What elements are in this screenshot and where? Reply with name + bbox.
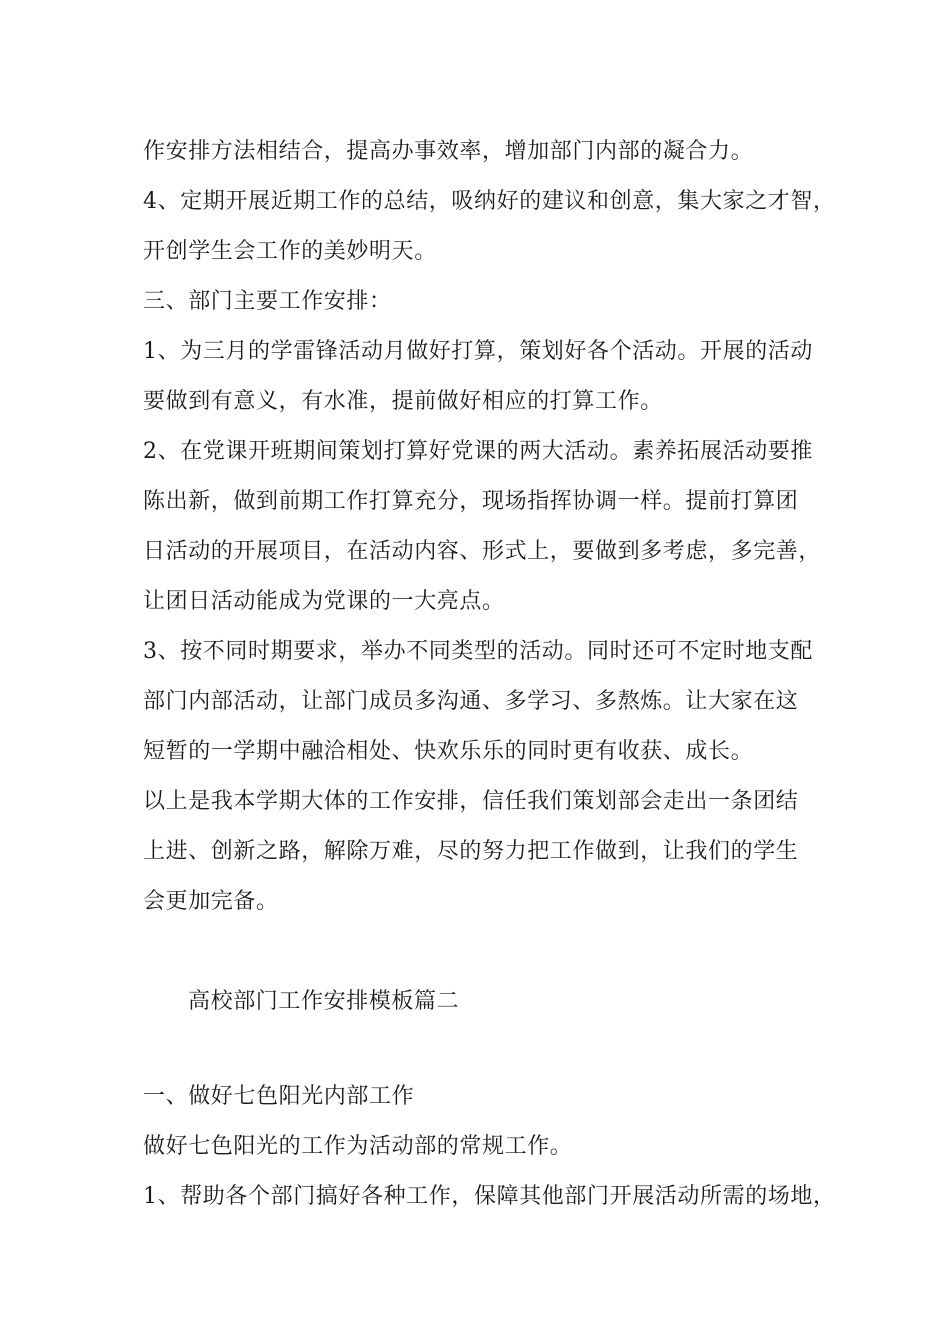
paragraph-line: 1、为三月的学雷锋活动月做好打算，策划好各个活动。开展的活动 bbox=[143, 339, 813, 364]
paragraph-line: 作安排方法相结合，提高办事效率，增加部门内部的凝合力。 bbox=[143, 139, 754, 164]
paragraph-line: 3、按不同时期要求，举办不同类型的活动。同时还可不定时地支配 bbox=[143, 639, 813, 664]
section-title: 高校部门工作安排模板篇二 bbox=[188, 989, 460, 1014]
paragraph-line: 上进、创新之路，解除万难，尽的努力把工作做到，让我们的学生 bbox=[143, 839, 799, 864]
paragraph-line: 部门内部活动，让部门成员多沟通、多学习、多熬炼。让大家在这 bbox=[143, 689, 799, 714]
paragraph-line: 要做到有意义，有水准，提前做好相应的打算工作。 bbox=[143, 389, 663, 414]
paragraph-line: 日活动的开展项目，在活动内容、形式上，要做到多考虑，多完善， bbox=[143, 539, 822, 564]
paragraph-line: 会更加完备。 bbox=[143, 889, 279, 914]
section-heading: 三、部门主要工作安排： bbox=[143, 289, 392, 314]
paragraph-line: 以上是我本学期大体的工作安排，信任我们策划部会走出一条团结 bbox=[143, 789, 799, 814]
paragraph-line: 2、在党课开班期间策划打算好党课的两大活动。素养拓展活动要推 bbox=[143, 439, 813, 464]
paragraph-line: 开创学生会工作的美妙明天。 bbox=[143, 239, 437, 264]
paragraph-line: 短暂的一学期中融洽相处、快欢乐乐的同时更有收获、成长。 bbox=[143, 739, 754, 764]
paragraph-line: 1、帮助各个部门搞好各种工作，保障其他部门开展活动所需的场地， bbox=[143, 1184, 836, 1209]
paragraph-line: 4、定期开展近期工作的总结，吸纳好的建议和创意，集大家之才智， bbox=[143, 189, 836, 214]
paragraph-line: 陈出新，做到前期工作打算充分，现场指挥协调一样。提前打算团 bbox=[143, 489, 799, 514]
section-heading: 一、做好七色阳光内部工作 bbox=[143, 1084, 415, 1109]
paragraph-line: 让团日活动能成为党课的一大亮点。 bbox=[143, 589, 505, 614]
paragraph-line: 做好七色阳光的工作为活动部的常规工作。 bbox=[143, 1134, 573, 1159]
